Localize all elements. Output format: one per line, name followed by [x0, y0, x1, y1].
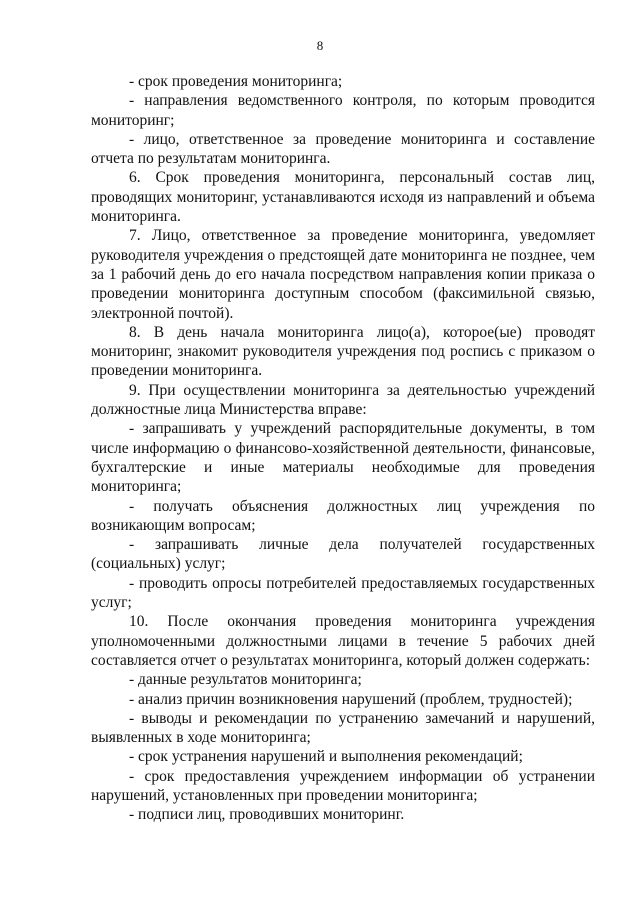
list-item-monitoring-period: - срок проведения мониторинга; — [129, 73, 343, 90]
paragraph-10: 10. После окончания проведения мониторинга учреждения уполномоченными должностными лицами в течение 5 рабочих дней составляется отчет о результатах мониторинга, который должен содержать: — [91, 613, 595, 669]
list-item-signatures: - подписи лиц, проводивших мониторинг. — [129, 806, 405, 824]
list-item-request-documents: - запрашивать у учреждений распорядительные документы, в том числе информацию о финансово-хозяйственной деятельности, финансовые, бухгалтерские и иные материалы необходимые для проведения мониторинга; — [91, 420, 595, 496]
list-item-responsible-person: - лицо, ответственное за проведение мониторинга и составление отчета по результатам мониторинга. — [91, 130, 595, 168]
document-body — [91, 72, 595, 825]
list-item-violation-analysis: - анализ причин возникновения нарушений (проблем, трудностей); — [129, 690, 573, 708]
list-item-conclusions: - выводы и рекомендации по устранению замечаний и нарушений, выявленных в ходе мониторинга; — [91, 709, 595, 747]
paragraph-9: 9. При осуществлении мониторинга за деятельностью учреждений должностные лица Министерства вправе: — [91, 381, 595, 419]
list-item-reporting-deadline: - срок предоставления учреждением информации об устранении нарушений, установленных при проведении мониторинга; — [91, 767, 595, 804]
list-item-control-directions: - направления ведомственного контроля, по которым проводится мониторинг; — [91, 92, 595, 129]
list-item-get-explanations: - получать объяснения должностных лиц учреждения по возникающим вопросам; — [91, 497, 595, 534]
list-item-elimination-deadline: - срок устранения нарушений и выполнения рекомендаций; — [129, 748, 523, 766]
page-number: 8 — [316, 38, 324, 53]
list-item-monitoring-results: - данные результатов мониторинга; — [129, 671, 362, 689]
paragraph-6: 6. Срок проведения мониторинга, персональный состав лиц, проводящих мониторинг, устанавливаются исходя из направлений и объема мониторинга. — [91, 169, 595, 226]
paragraph-7: 7. Лицо, ответственное за проведение мониторинга, уведомляет руководителя учреждения о предстоящей дате мониторинга не позднее, чем за 1 рабочий день до его начала посредством направления копии приказа о проведении мониторинга доступным способом (факсимильной связью, электронной почтой). — [91, 227, 595, 322]
list-item-conduct-surveys: - проводить опросы потребителей предоставляемых государственных услуг; — [91, 574, 595, 612]
paragraph-8: 8. В день начала мониторинга лицо(а), которое(ые) проводят мониторинг, знакомит руководителя учреждения под роспись с приказом о проведении мониторинга. — [91, 323, 595, 380]
list-item-request-personal-files: - запрашивать личные дела получателей государственных (социальных) услуг; — [91, 536, 595, 573]
